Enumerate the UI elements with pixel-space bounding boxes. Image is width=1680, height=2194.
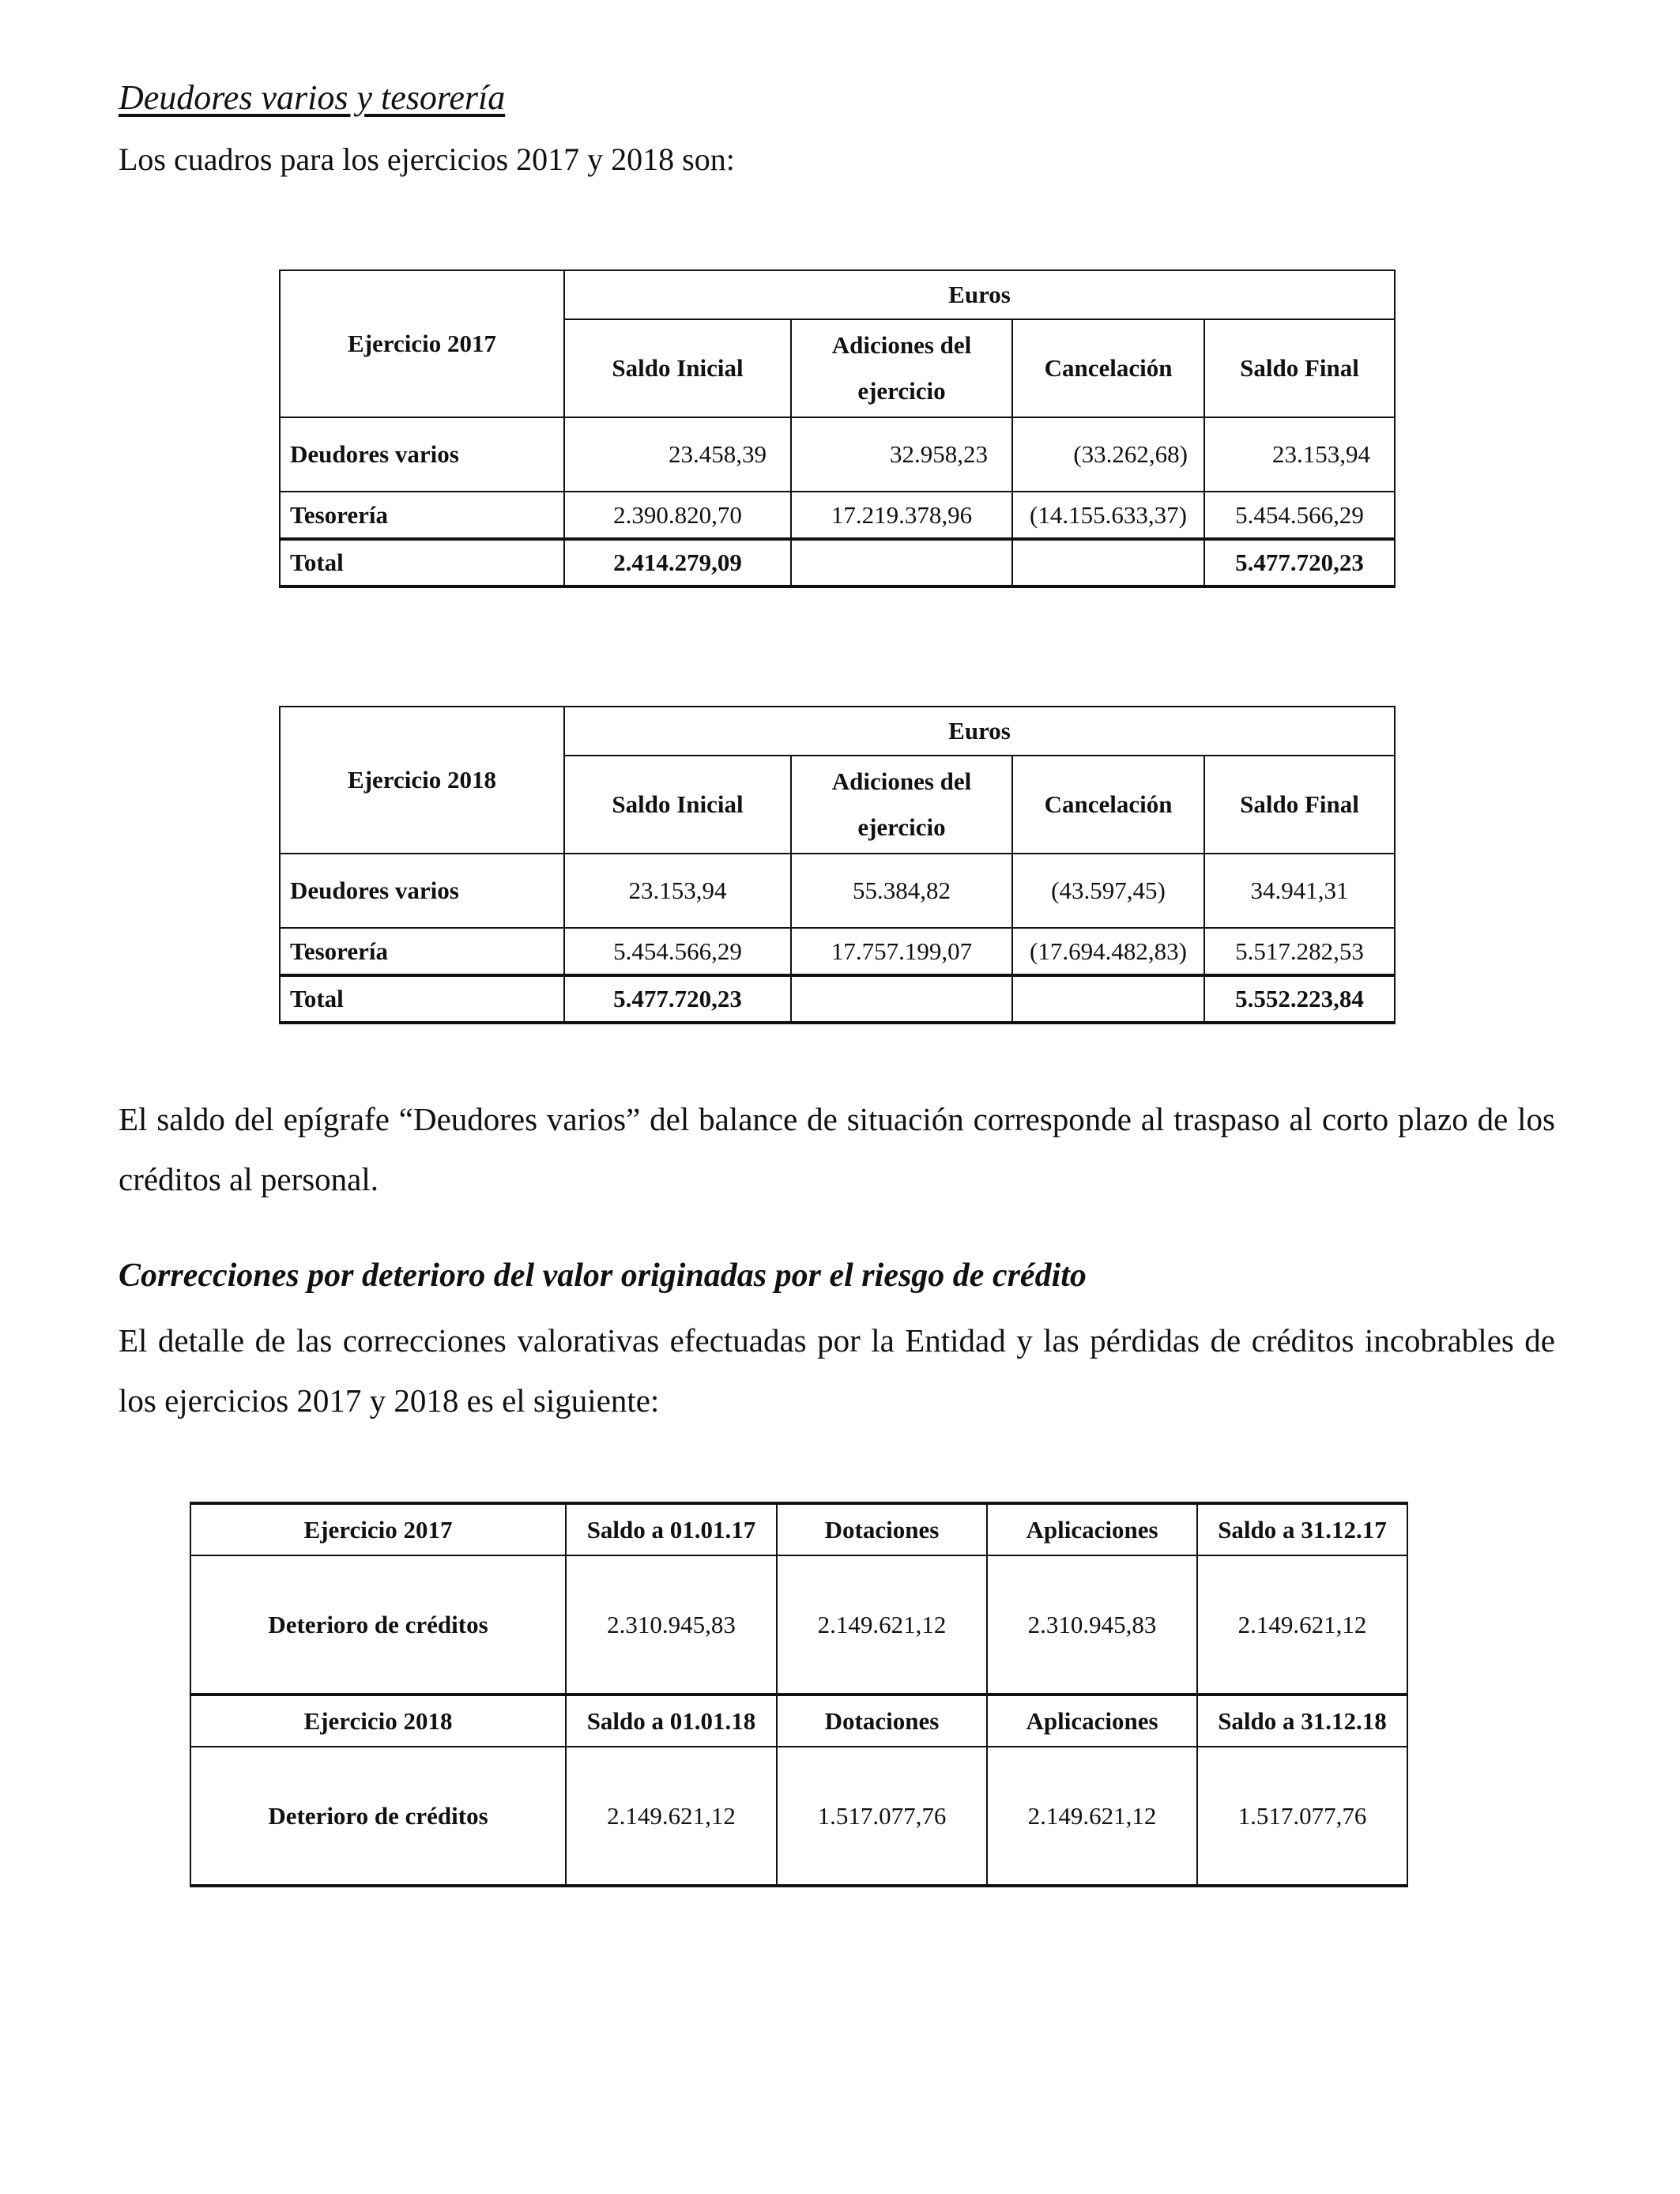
row-label: Tesorería [280,928,564,975]
table-header: Saldo a 31.12.17 [1197,1503,1407,1555]
table-row [280,492,1395,539]
table-header: Saldo a 31.12.18 [1197,1695,1407,1747]
row-label: Deudores varios [280,854,564,928]
cell: 5.477.720,23 [564,975,791,1023]
col-header: Cancelación [1012,756,1204,854]
cell: 23.458,39 [564,417,791,492]
table-ejercicio-2017 [279,270,1396,588]
col-header: Saldo Final [1204,756,1395,854]
cell: 34.941,31 [1204,854,1395,928]
table-header: Dotaciones [777,1503,987,1555]
cell: (33.262,68) [1012,417,1204,492]
row-label: Deterioro de créditos [190,1555,566,1695]
cell [1012,539,1204,586]
cell: 2.390.820,70 [564,492,791,539]
col-header: Saldo Final [1204,319,1395,417]
table-row-total [280,975,1395,1023]
cell: 2.310.945,83 [566,1555,777,1695]
table-header: Ejercicio 2017 [190,1503,566,1555]
cell [791,975,1012,1023]
cell: 2.310.945,83 [987,1555,1197,1695]
col-header: Adiciones del ejercicio [791,756,1012,854]
intro-text: Los cuadros para los ejercicios 2017 y 2018 son: [119,141,735,177]
row-label: Total [280,975,564,1023]
paragraph-correcciones: El detalle de las correcciones valorativas efectuadas por la Entidad y las pérdidas de créditos incobrables de los ejercicios 2017 y 2018 es el siguiente: [119,1322,1555,1419]
table-header: Ejercicio 2018 [190,1695,566,1747]
cell: (17.694.482,83) [1012,928,1204,975]
table-row [280,928,1395,975]
table-header: Aplicaciones [987,1695,1197,1747]
table-title: Ejercicio 2017 [280,270,564,417]
row-label: Total [280,539,564,586]
cell: 5.517.282,53 [1204,928,1395,975]
cell: 2.149.621,12 [566,1747,777,1886]
cell: (43.597,45) [1012,854,1204,928]
group-header: Euros [564,707,1395,756]
row-label: Deudores varios [280,417,564,492]
col-header: Adiciones del ejercicio [791,319,1012,417]
cell [791,539,1012,586]
cell: 2.149.621,12 [777,1555,987,1695]
cell: 2.149.621,12 [987,1747,1197,1886]
cell: 5.552.223,84 [1204,975,1395,1023]
cell: 32.958,23 [791,417,1012,492]
cell: 5.477.720,23 [1204,539,1395,586]
table-deterioro [190,1502,1408,1887]
cell: 17.219.378,96 [791,492,1012,539]
cell: 2.149.621,12 [1197,1555,1407,1695]
table-row [280,854,1395,928]
cell: 1.517.077,76 [1197,1747,1407,1886]
section-heading-deudores: Deudores varios y tesorería [119,78,506,117]
table-title: Ejercicio 2018 [280,707,564,854]
col-header: Saldo Inicial [564,756,791,854]
cell: 2.414.279,09 [564,539,791,586]
table-header: Aplicaciones [987,1503,1197,1555]
table-row [280,417,1395,492]
paragraph-deudores: El saldo del epígrafe “Deudores varios” del balance de situación corresponde al traspaso al corto plazo de los créditos al personal. [119,1101,1555,1197]
cell [1012,975,1204,1023]
table-header: Saldo a 01.01.17 [566,1503,777,1555]
cell: 23.153,94 [564,854,791,928]
row-label: Tesorería [280,492,564,539]
col-header: Saldo Inicial [564,319,791,417]
row-label: Deterioro de créditos [190,1747,566,1886]
cell: 17.757.199,07 [791,928,1012,975]
section-heading-correcciones: Correcciones por deterioro del valor originadas por el riesgo de crédito [119,1257,1087,1294]
col-header: Cancelación [1012,319,1204,417]
cell: 5.454.566,29 [1204,492,1395,539]
cell: 5.454.566,29 [564,928,791,975]
cell: 23.153,94 [1204,417,1395,492]
table-row [190,1747,1407,1886]
cell: (14.155.633,37) [1012,492,1204,539]
cell: 1.517.077,76 [777,1747,987,1886]
cell: 55.384,82 [791,854,1012,928]
table-ejercicio-2018 [279,706,1396,1024]
group-header: Euros [564,270,1395,319]
table-row-total [280,539,1395,586]
table-header: Saldo a 01.01.18 [566,1695,777,1747]
table-row [190,1555,1407,1695]
table-header: Dotaciones [777,1695,987,1747]
